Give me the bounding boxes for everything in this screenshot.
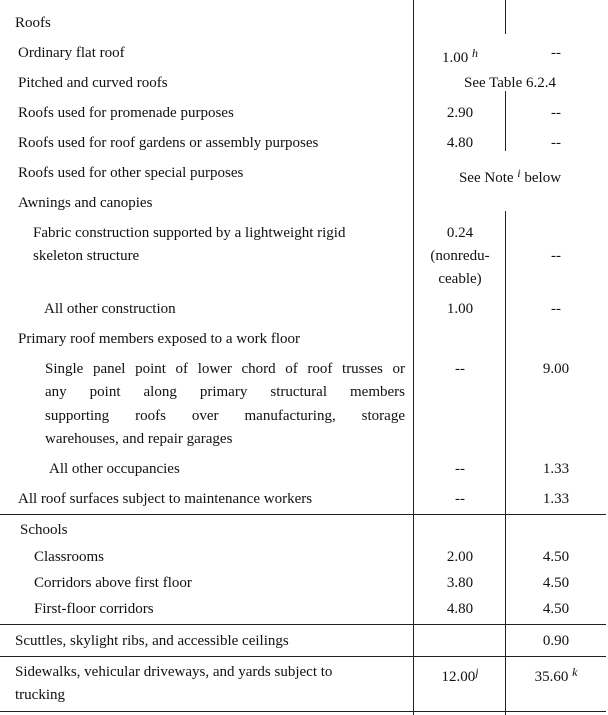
cell-scuttles-concentrated: 0.90 (542, 633, 570, 649)
cell-sidewalks-load: 12.00$^j$ (441, 665, 479, 685)
cell-single-panel-concentrated: 9.00 (542, 361, 570, 377)
subheading-primary-roof-members: Primary roof members exposed to a work floor (18, 331, 301, 347)
cell-maintenance-concentrated: 1.33 (542, 491, 570, 507)
row-label-single-panel-line1: Single panel point of lower chord of roof trusses or (45, 361, 405, 377)
row-label-scuttles: Scuttles, skylight ribs, and accessible ceilings (15, 633, 289, 649)
row-label-corridors-above-first-floor: Corridors above first floor (34, 575, 192, 591)
cell-roof-gardens-load: 4.80 (446, 135, 474, 151)
cell-fabric-concentrated: -- (551, 248, 561, 264)
cell-roof-gardens-concentrated: -- (551, 135, 561, 151)
section-rule-sidewalks (0, 656, 606, 657)
cell-fabric-load-line1: 0.24 (446, 225, 474, 241)
cell-special-roofs-reference: See Note $^i$ below (458, 166, 562, 186)
cell-classrooms-load: 2.00 (446, 549, 474, 565)
section-heading-schools: Schools (20, 522, 68, 538)
row-label-all-other-construction: All other construction (44, 301, 176, 317)
section-heading-roofs: Roofs (15, 15, 51, 31)
row-label-promenade-roofs: Roofs used for promenade purposes (18, 105, 234, 121)
footnote-marker-i: i (517, 166, 521, 180)
row-label-maintenance-workers: All roof surfaces subject to maintenance workers (18, 491, 313, 507)
cell-maintenance-load: -- (455, 491, 465, 507)
row-label-roof-gardens: Roofs used for roof gardens or assembly purposes (18, 135, 319, 151)
row-label-fabric-line1: Fabric construction supported by a lightweight rigid (33, 225, 346, 241)
row-label-all-other-occupancies: All other occupancies (49, 461, 180, 477)
cell-single-panel-load: -- (455, 361, 465, 377)
cell-first-floor-corridors-concentrated: 4.50 (542, 601, 570, 617)
cell-sidewalks-concentrated: 35.60 $^k$ (534, 665, 578, 685)
footnote-marker-h: h (472, 46, 478, 60)
section-rule-schools (0, 514, 606, 515)
row-label-single-panel-line4: warehouses, and repair garages (45, 431, 233, 447)
section-rule-scuttles (0, 624, 606, 625)
cell-pitched-roofs-reference: See Table 6.2.4 (464, 75, 556, 91)
row-label-fabric-line2: skeleton structure (33, 248, 140, 264)
cell-ordinary-flat-roof-load: 1.00 $^h$ (442, 46, 478, 66)
row-label-first-floor-corridors: First-floor corridors (34, 601, 154, 617)
footnote-marker-j: j (475, 665, 479, 679)
cell-first-floor-corridors-load: 4.80 (446, 601, 474, 617)
cell-promenade-load: 2.90 (446, 105, 474, 121)
cell-classrooms-concentrated: 4.50 (542, 549, 570, 565)
cell-all-other-construction-concentrated: -- (551, 301, 561, 317)
cell-corridors-load: 3.80 (446, 575, 474, 591)
row-label-sidewalks-line2: trucking (15, 687, 65, 703)
row-label-classrooms: Classrooms (34, 549, 105, 565)
cell-ordinary-flat-roof-concentrated: -- (551, 45, 561, 61)
cell-occupancies-concentrated: 1.33 (542, 461, 570, 477)
cell-fabric-load-line2: (nonredu- (430, 248, 490, 264)
cell-corridors-concentrated: 4.50 (542, 575, 570, 591)
row-label-single-panel-line2: any point along primary structural members (45, 384, 405, 400)
row-label-single-panel-line3: supporting roofs over manufacturing, storage (45, 408, 405, 424)
subheading-awnings: Awnings and canopies (18, 195, 153, 211)
cell-occupancies-load: -- (455, 461, 465, 477)
row-label-special-roofs: Roofs used for other special purposes (18, 165, 244, 181)
column-divider-2 (505, 0, 506, 34)
cell-fabric-load-line3: ceable) (438, 271, 482, 287)
row-label-sidewalks-line1: Sidewalks, vehicular driveways, and yards subject to (15, 664, 333, 680)
row-label-ordinary-flat-roof: Ordinary flat roof (18, 45, 125, 61)
cell-all-other-construction-load: 1.00 (446, 301, 474, 317)
row-label-pitched-roofs: Pitched and curved roofs (18, 75, 168, 91)
column-divider-1 (413, 0, 414, 715)
footnote-marker-k: k (572, 665, 578, 679)
cell-promenade-concentrated: -- (551, 105, 561, 121)
bottom-rule (0, 711, 606, 712)
